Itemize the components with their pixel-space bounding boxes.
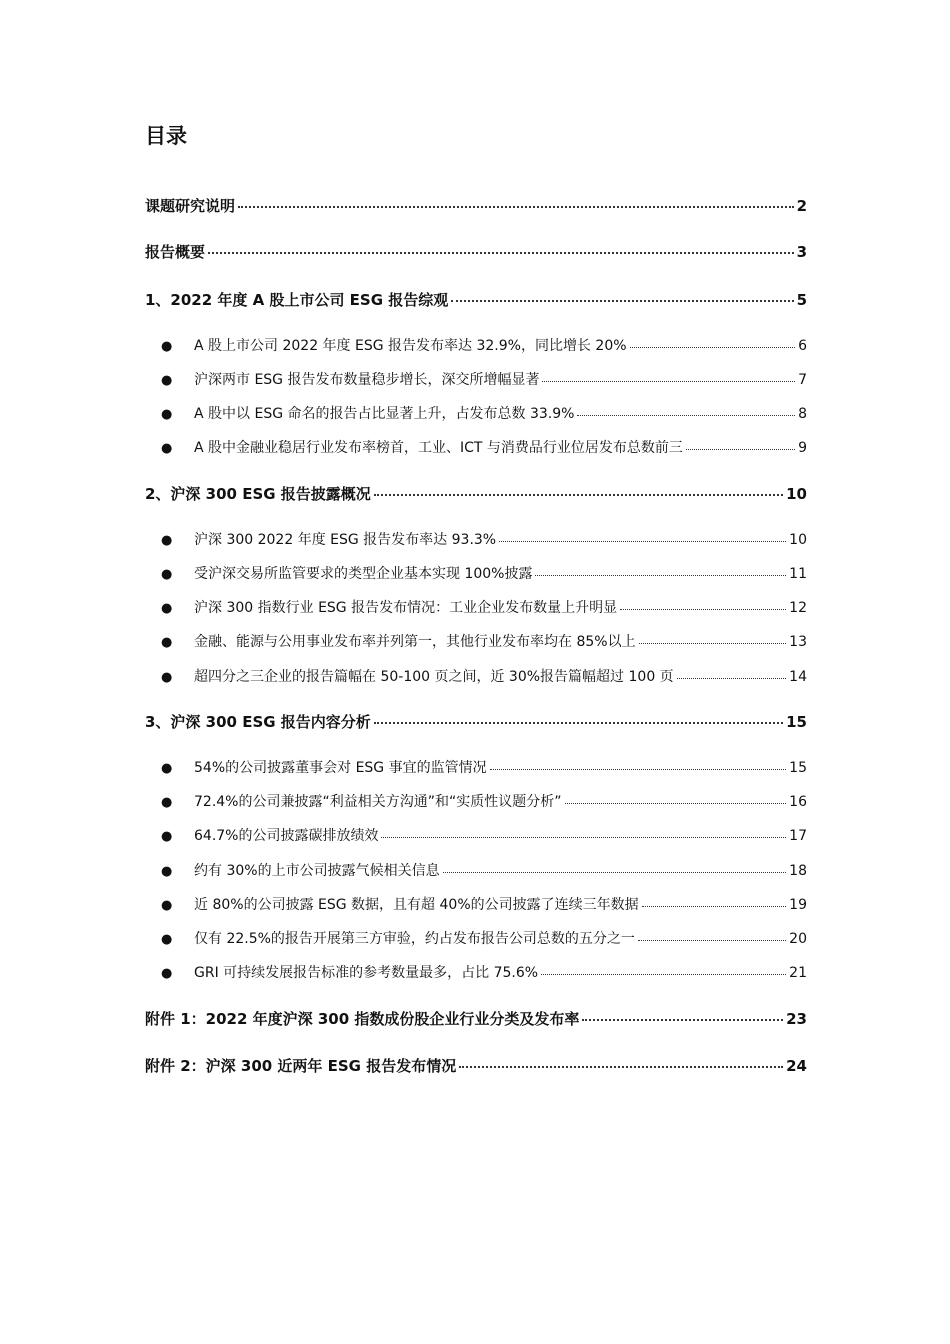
toc-entry-page: 16 <box>789 794 807 810</box>
toc-entry-label: 2、沪深 300 ESG 报告披露概况 <box>145 485 371 503</box>
toc-subentry[interactable] <box>161 596 807 620</box>
toc-entry-page: 10 <box>786 485 807 503</box>
toc-subentry[interactable] <box>161 562 807 586</box>
dot-leader <box>451 300 793 302</box>
toc-entry-label: 受沪深交易所监管要求的类型企业基本实现 100%披露 <box>194 566 533 582</box>
bullet-icon: ● <box>161 441 173 456</box>
toc-entry-label: 超四分之三企业的报告篇幅在 50-100 页之间，近 30%报告篇幅超过 100 页 <box>194 669 674 685</box>
toc-subentry[interactable] <box>161 824 807 848</box>
toc-entry-label: 1、2022 年度 A 股上市公司 ESG 报告综观 <box>145 291 449 309</box>
toc-entry-page: 9 <box>798 440 807 456</box>
toc-entry-page: 6 <box>798 338 807 354</box>
dot-leader <box>238 206 794 208</box>
bullet-icon: ● <box>161 932 173 947</box>
toc-subentry[interactable] <box>161 528 807 552</box>
dot-leader <box>535 575 786 576</box>
toc-entry-label: 课题研究说明 <box>145 197 236 215</box>
toc-subentry[interactable] <box>161 790 807 814</box>
toc-entry-label: A 股上市公司 2022 年度 ESG 报告发布率达 32.9%，同比增长 20% <box>194 338 627 354</box>
toc-entry-label: 沪深 300 2022 年度 ESG 报告发布率达 93.3% <box>194 532 497 548</box>
toc-subentry[interactable] <box>161 859 807 883</box>
bullet-icon: ● <box>161 635 173 650</box>
toc-entry-page: 8 <box>798 406 807 422</box>
toc-subentry[interactable] <box>161 368 807 392</box>
bullet-icon: ● <box>161 829 173 844</box>
toc-entry-label: GRI 可持续发展报告标准的参考数量最多，占比 75.6% <box>194 965 539 981</box>
dot-leader <box>490 769 787 770</box>
toc-entry-page: 7 <box>798 372 807 388</box>
toc-entry-label: 沪深 300 指数行业 ESG 报告发布情况：工业企业发布数量上升明显 <box>194 600 618 616</box>
toc-entry-label: 报告概要 <box>145 243 206 261</box>
bullet-icon: ● <box>161 567 173 582</box>
dot-leader <box>459 1066 783 1068</box>
toc-entry-page: 21 <box>789 965 807 981</box>
dot-leader <box>208 252 794 254</box>
bullet-icon: ● <box>161 533 173 548</box>
toc-entry-label: A 股中以 ESG 命名的报告占比显著上升，占发布总数 33.9% <box>194 406 575 422</box>
toc-subentry[interactable] <box>161 893 807 917</box>
toc-entry-label: 附件 2：沪深 300 近两年 ESG 报告发布情况 <box>145 1057 457 1075</box>
toc-entry-page: 15 <box>786 713 807 731</box>
dot-leader <box>677 678 786 679</box>
toc-entry-page: 12 <box>789 600 807 616</box>
toc-subentry[interactable] <box>161 756 807 780</box>
toc-entry[interactable] <box>145 288 807 312</box>
dot-leader <box>686 449 795 450</box>
toc-entry[interactable] <box>145 1007 807 1031</box>
toc-entry-label: 近 80%的公司披露 ESG 数据，且有超 40%的公司披露了连续三年数据 <box>194 897 639 913</box>
toc-entry-page: 14 <box>789 669 807 685</box>
toc-entry-page: 15 <box>789 760 807 776</box>
toc-entry-page: 18 <box>789 863 807 879</box>
dot-leader <box>577 415 795 416</box>
toc-entry-label: 3、沪深 300 ESG 报告内容分析 <box>145 713 371 731</box>
bullet-icon: ● <box>161 795 173 810</box>
bullet-icon: ● <box>161 966 173 981</box>
bullet-icon: ● <box>161 898 173 913</box>
bullet-icon: ● <box>161 373 173 388</box>
toc-subentry[interactable] <box>161 665 807 689</box>
dot-leader <box>639 643 787 644</box>
toc-subentry[interactable] <box>161 334 807 358</box>
toc-entry-page: 24 <box>786 1057 807 1075</box>
dot-leader <box>582 1019 783 1021</box>
dot-leader <box>443 872 787 873</box>
toc-entry-label: 54%的公司披露董事会对 ESG 事宜的监管情况 <box>194 760 487 776</box>
dot-leader <box>381 837 786 838</box>
dot-leader <box>642 906 787 907</box>
toc-entry-page: 11 <box>789 566 807 582</box>
bullet-icon: ● <box>161 339 173 354</box>
toc-entry-page: 20 <box>789 931 807 947</box>
toc-subentry[interactable] <box>161 436 807 460</box>
dot-leader <box>638 940 786 941</box>
toc-subentry[interactable] <box>161 630 807 654</box>
toc-subentry[interactable] <box>161 961 807 985</box>
bullet-icon: ● <box>161 761 173 776</box>
toc-entry-label: 约有 30%的上市公司披露气候相关信息 <box>194 863 440 879</box>
dot-leader <box>499 541 786 542</box>
dot-leader <box>374 494 783 496</box>
bullet-icon: ● <box>161 601 173 616</box>
toc-subentry[interactable] <box>161 402 807 426</box>
dot-leader <box>565 803 787 804</box>
dot-leader <box>542 381 795 382</box>
toc-entry-label: 72.4%的公司兼披露“利益相关方沟通”和“实质性议题分析” <box>194 794 562 810</box>
page-title: 目录 <box>145 124 187 148</box>
toc-entry-label: A 股中金融业稳居行业发布率榜首，工业、ICT 与消费品行业位居发布总数前三 <box>194 440 683 456</box>
bullet-icon: ● <box>161 670 173 685</box>
toc-entry-label: 附件 1：2022 年度沪深 300 指数成份股企业行业分类及发布率 <box>145 1010 580 1028</box>
toc-entry-page: 17 <box>789 828 807 844</box>
toc-entry[interactable] <box>145 1054 807 1078</box>
toc-entry-page: 23 <box>786 1010 807 1028</box>
bullet-icon: ● <box>161 864 173 879</box>
toc-entry[interactable] <box>145 482 807 506</box>
toc-entry-page: 2 <box>796 197 807 215</box>
toc-entry-page: 3 <box>796 243 807 261</box>
toc-subentry[interactable] <box>161 927 807 951</box>
dot-leader <box>374 722 783 724</box>
dot-leader <box>541 974 786 975</box>
toc-entry-label: 64.7%的公司披露碳排放绩效 <box>194 828 379 844</box>
toc-entry[interactable] <box>145 240 807 264</box>
toc-entry-page: 19 <box>789 897 807 913</box>
toc-entry-page: 10 <box>789 532 807 548</box>
toc-entry-label: 仅有 22.5%的报告开展第三方审验，约占发布报告公司总数的五分之一 <box>194 931 635 947</box>
dot-leader <box>630 347 796 348</box>
bullet-icon: ● <box>161 407 173 422</box>
toc-entry-page: 5 <box>796 291 807 309</box>
dot-leader <box>620 609 786 610</box>
toc-entry-label: 金融、能源与公用事业发布率并列第一，其他行业发布率均在 85%以上 <box>194 634 636 650</box>
toc-entry-label: 沪深两市 ESG 报告发布数量稳步增长，深交所增幅显著 <box>194 372 540 388</box>
toc-entry[interactable] <box>145 710 807 734</box>
toc-entry-page: 13 <box>789 634 807 650</box>
toc-entry[interactable] <box>145 194 807 218</box>
